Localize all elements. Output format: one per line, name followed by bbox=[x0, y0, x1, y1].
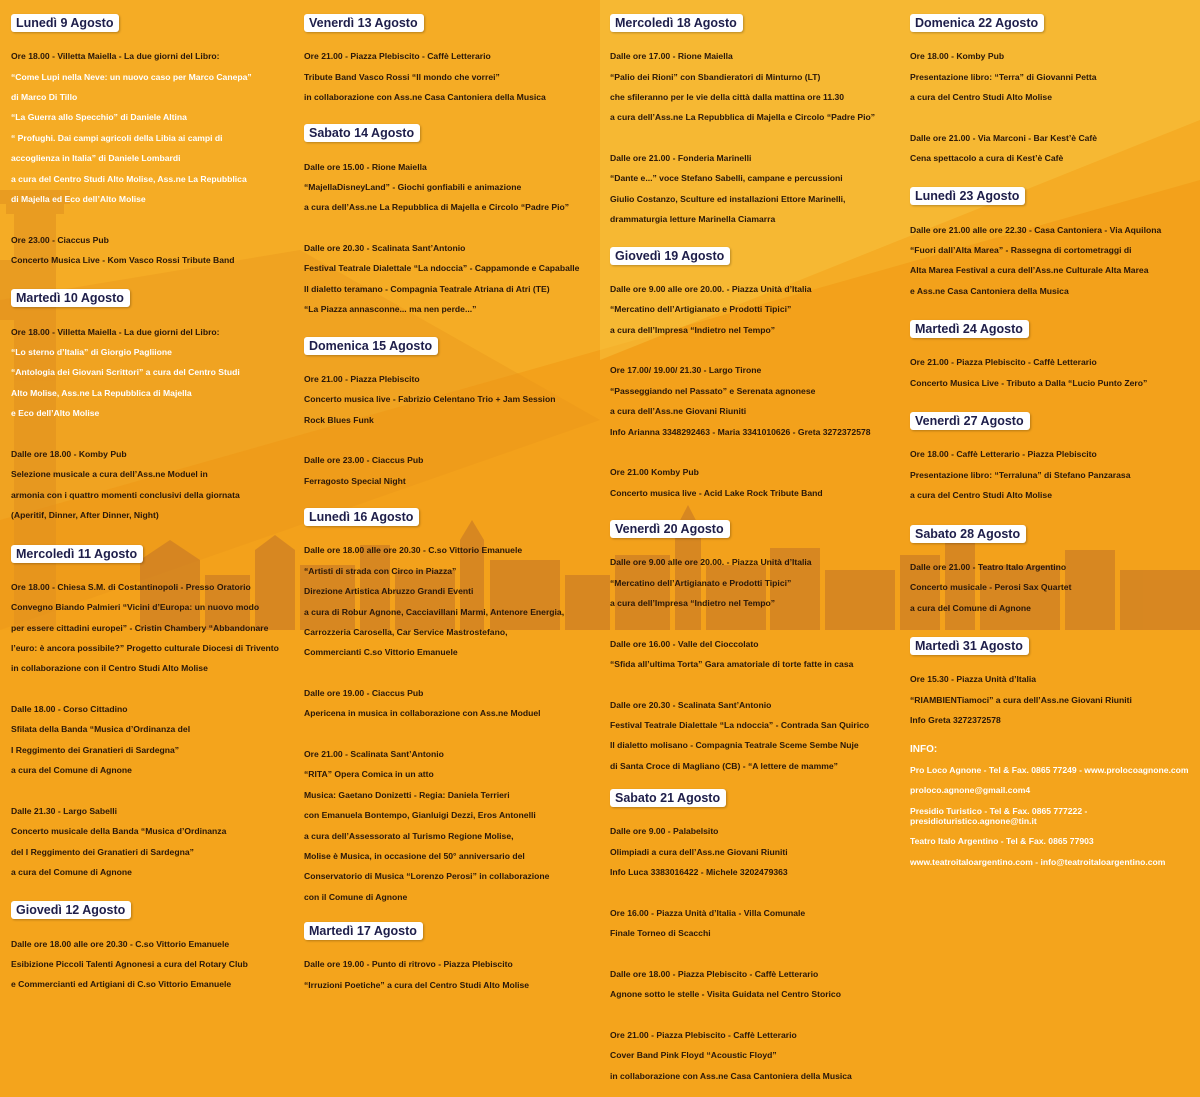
event: Ore 21.00 - Piazza Plebiscito - Caffè Letterario Tribute Band Vasco Rossi “Il mondo che vorrei” in collaborazione con Ass.ne Casa Cantoniera della Musica bbox=[304, 41, 594, 112]
event: Ore 17.00/ 19.00/ 21.30 - Largo Tirone “Passeggiando nel Passato” e Serenata agnonese a cura dell’Ass.ne Giovani Riuniti Info Arianna 3348292463 - Maria 3341010626 - Greta 3272372578 bbox=[610, 355, 900, 447]
event-time: Dalle ore 18.00 alle ore 20.30 - C.so Vittorio Emanuele bbox=[304, 545, 523, 556]
day-header: Giovedì 19 Agosto bbox=[610, 247, 730, 265]
event-time: Ore 18.00 - Villetta Maiella - La due giorni del Libro: bbox=[11, 51, 220, 62]
day-header: Martedì 10 Agosto bbox=[11, 289, 130, 307]
day-12-agosto bbox=[11, 901, 301, 999]
event-time: Dalle ore 19.00 - Punto di ritrovo - Piazza Plebiscito bbox=[304, 959, 513, 970]
event-time: Ore 17.00/ 19.00/ 21.30 - Largo Tirone bbox=[610, 365, 762, 376]
event-time: Dalle ore 21.00 - Fonderia Marinelli bbox=[610, 153, 752, 164]
event-time: Dalle ore 20.30 - Scalinata Sant’Antonio bbox=[304, 243, 466, 254]
event-time: Ore 21.00 - Piazza Plebiscito - Caffè Letterario bbox=[610, 1029, 797, 1040]
day-header: Giovedì 12 Agosto bbox=[11, 901, 131, 919]
info-title: INFO: bbox=[910, 743, 938, 755]
column-2 bbox=[304, 14, 594, 1006]
event: Ore 21.00 - Scalinata Sant’Antonio “RITA” Opera Comica in un atto Musica: Gaetano Donizetti - Regia: Daniela Terrieri con Emanuela Bontempo, Gianluigi Dezzi, Eros Antonelli a cura dell’Assessorato al Turismo Regione Molise, Molise è Musica, in occasione del 50° anniversario del Conservatorio di Musica “Lorenzo Perosi” in collaborazione con il Comune di Agnone bbox=[304, 739, 594, 912]
event-time: Dalle ore 18.00 - Piazza Plebiscito - Caffè Letterario bbox=[610, 968, 819, 979]
event-time: Ore 16.00 - Piazza Unità d’Italia - Villa Comunale bbox=[610, 907, 806, 918]
day-header: Sabato 14 Agosto bbox=[304, 124, 420, 142]
event: Dalle ore 21.00 - Fonderia Marinelli “Dante e...” voce Stefano Sabelli, campane e percussioni Giulio Costanzo, Sculture ed installazioni Ettore Marinelli, drammaturgia letture Marinella Ciamarra bbox=[610, 143, 900, 235]
event-time: Dalle ore 17.00 - Rione Maiella bbox=[610, 51, 733, 62]
event-time: Ore 23.00 - Ciaccus Pub bbox=[11, 234, 109, 245]
event: Dalle 18.00 - Corso Cittadino Sfilata della Banda “Musica d’Ordinanza del I Reggimento dei Granatieri di Sardegna” a cura del Comune di Agnone bbox=[11, 694, 301, 786]
event-time: Dalle ore 20.30 - Scalinata Sant’Antonio bbox=[610, 699, 772, 710]
day-11-agosto bbox=[11, 545, 301, 888]
event-time: Dalle ore 18.00 - Komby Pub bbox=[11, 448, 127, 459]
event: Ore 18.00 - Villetta Maiella - La due giorni del Libro: “Lo sterno d’Italia” di Giorgio Pagliione “Antologia dei Giovani Scrittori” a cura del Centro Studi Alto Molise, Ass.ne La Repubblica di Majella e Eco dell’Alto Molise bbox=[11, 316, 301, 428]
event-time: Dalle 18.00 - Corso Cittadino bbox=[11, 703, 128, 714]
event: Dalle ore 18.00 alle ore 20.30 - C.so Vittorio Emanuele “Artisti di strada con Circo in Piazza” Direzione Artistica Abruzzo Grandi Eventi a cura di Robur Agnone, Cacciavillani Marmi, Antenore Energia, Carrozzeria Carosella, Car Service Mastrostefano, Commercianti C.so Vittorio Emanuele bbox=[304, 535, 594, 668]
day-header: Mercoledì 11 Agosto bbox=[11, 545, 143, 563]
day-header: Mercoledì 18 Agosto bbox=[610, 14, 743, 32]
day-header: Venerdì 20 Agosto bbox=[610, 520, 730, 538]
day-header: Martedì 31 Agosto bbox=[910, 637, 1029, 655]
info-lines: Pro Loco Agnone - Tel & Fax. 0865 77249 - www.prolocoagnone.com proloco.agnone@gmail.com4 Presidio Turistico - Tel & Fax. 0865 777222 - presidioturistico.agnone@tin.it Teatro Italo Argentino - Tel & Fax. 0865 77903 www.teatroitaloargentino.com - info@teatroitaloargentino.com bbox=[910, 764, 1189, 867]
event: Dalle ore 18.00 alle ore 20.30 - C.so Vittorio Emanuele Esibizione Piccoli Talenti Agnonesi a cura del Rotary Club e Commercianti ed Artigiani di C.so Vittorio Emanuele bbox=[11, 928, 301, 999]
day-21-agosto bbox=[610, 789, 900, 1091]
day-header: Lunedì 9 Agosto bbox=[11, 14, 119, 32]
day-9-agosto bbox=[11, 14, 301, 275]
event: Dalle ore 17.00 - Rione Maiella “Palio dei Rioni” con Sbandieratori di Minturno (LT) che sfileranno per le vie della città dalla mattina ore 11.30 a cura dell’Ass.ne La Repubblica di Majella e Circolo “Padre Pio” bbox=[610, 41, 900, 133]
day-15-agosto bbox=[304, 337, 594, 496]
event-time: Ore 18.00 - Caffè Letterario - Piazza Plebiscito bbox=[910, 449, 1097, 460]
event: Ore 21.00 - Piazza Plebiscito Concerto musica live - Fabrizio Celentano Trio + Jam Session Rock Blues Funk bbox=[304, 364, 594, 435]
event-time: Dalle ore 19.00 - Ciaccus Pub bbox=[304, 687, 424, 698]
day-header: Lunedì 16 Agosto bbox=[304, 508, 419, 526]
day-22-agosto bbox=[910, 14, 1200, 173]
event: Dalle ore 20.30 - Scalinata Sant’Antonio Festival Teatrale Dialettale “La ndoccia” - Contrada San Quirico Il dialetto molisano - Compagnia Teatrale Sceme Sembe Nuje di Santa Croce di Magliano (CB) - “A lettere de mamme” bbox=[610, 689, 900, 781]
day-24-agosto bbox=[910, 320, 1200, 398]
event: Ore 21.00 Komby Pub Concerto musica live - Acid Lake Rock Tribute Band bbox=[610, 457, 900, 508]
column-3 bbox=[610, 14, 900, 1097]
day-31-agosto bbox=[910, 637, 1200, 735]
event: Ore 15.30 - Piazza Unità d’Italia “RIAMBIENTiamoci” a cura dell’Ass.ne Giovani Riuniti Info Greta 3272372578 bbox=[910, 664, 1200, 735]
event-time: Dalle 21.30 - Largo Sabelli bbox=[11, 805, 118, 816]
day-header: Venerdì 13 Agosto bbox=[304, 14, 424, 32]
day-17-agosto bbox=[304, 922, 594, 1000]
event: Dalle ore 20.30 - Scalinata Sant’Antonio Festival Teatrale Dialettale “La ndoccia” - Cappamonde e Capaballe Il dialetto teramano - Compagnia Teatrale Atriana di Atri (TE) “La Piazza annasconne... ma nen perde...” bbox=[304, 233, 594, 325]
info-box bbox=[910, 744, 1200, 877]
day-19-agosto bbox=[610, 247, 900, 508]
event-time: Ore 21.00 - Piazza Plebiscito bbox=[304, 373, 420, 384]
day-header: Sabato 28 Agosto bbox=[910, 525, 1026, 543]
event-time: Ore 21.00 Komby Pub bbox=[610, 467, 699, 478]
day-18-agosto bbox=[610, 14, 900, 235]
event: Dalle ore 21.00 alle ore 22.30 - Casa Cantoniera - Via Aquilona “Fuori dall’Alta Marea” - Rassegna di cortometraggi di Alta Marea Festival a cura dell’Ass.ne Culturale Alta Marea e Ass.ne Casa Cantoniera della Musica bbox=[910, 214, 1200, 306]
day-13-agosto bbox=[304, 14, 594, 112]
column-4 bbox=[910, 14, 1200, 877]
event: Ore 18.00 - Komby Pub Presentazione libro: “Terra” di Giovanni Petta a cura del Centro Studi Alto Molise bbox=[910, 41, 1200, 112]
day-header: Venerdì 27 Agosto bbox=[910, 412, 1030, 430]
event-time: Ore 18.00 - Villetta Maiella - La due giorni del Libro: bbox=[11, 326, 220, 337]
day-header: Domenica 15 Agosto bbox=[304, 337, 438, 355]
event: Dalle ore 15.00 - Rione Maiella “MajellaDisneyLand” - Giochi gonfiabili e animazione a cura dell’Ass.ne La Repubblica di Majella e Circolo “Padre Pio” bbox=[304, 151, 594, 222]
column-1 bbox=[11, 14, 301, 1006]
day-14-agosto bbox=[304, 124, 594, 324]
event-time: Ore 21.00 - Piazza Plebiscito - Caffè Letterario bbox=[910, 357, 1097, 368]
day-23-agosto bbox=[910, 187, 1200, 306]
event-time: Dalle ore 9.00 alle ore 20.00. - Piazza Unità d’Italia bbox=[610, 283, 812, 294]
event-time: Dalle ore 15.00 - Rione Maiella bbox=[304, 161, 427, 172]
day-header: Lunedì 23 Agosto bbox=[910, 187, 1025, 205]
day-header: Martedì 17 Agosto bbox=[304, 922, 423, 940]
day-header: Sabato 21 Agosto bbox=[610, 789, 726, 807]
day-20-agosto bbox=[610, 520, 900, 781]
event: Dalle ore 18.00 - Komby Pub Selezione musicale a cura dell’Ass.ne Moduel in armonia con i quattro momenti conclusivi della giornata (Aperitif, Dinner, After Dinner, Night) bbox=[11, 439, 301, 531]
day-28-agosto bbox=[910, 525, 1200, 623]
event-time: Ore 18.00 - Chiesa S.M. di Costantinopoli - Presso Oratorio bbox=[11, 581, 251, 592]
event: Dalle ore 23.00 - Ciaccus Pub Ferragosto Special Night bbox=[304, 445, 594, 496]
event-time: Dalle ore 21.00 - Via Marconi - Bar Kest’è Cafè bbox=[910, 132, 1098, 143]
event-time: Ore 15.30 - Piazza Unità d’Italia bbox=[910, 674, 1037, 685]
event: Ore 21.00 - Piazza Plebiscito - Caffè Letterario Concerto Musica Live - Tributo a Dalla “Lucio Punto Zero” bbox=[910, 347, 1200, 398]
event: Ore 21.00 - Piazza Plebiscito - Caffè Letterario Cover Band Pink Floyd “Acoustic Floyd” in collaborazione con Ass.ne Casa Cantoniera della Musica bbox=[610, 1020, 900, 1091]
day-27-agosto bbox=[910, 412, 1200, 510]
event: Dalle ore 9.00 - Palabelsito Olimpiadi a cura dell’Ass.ne Giovani Riuniti Info Luca 3383016422 - Michele 3202479363 bbox=[610, 816, 900, 887]
day-16-agosto bbox=[304, 508, 594, 912]
day-header: Domenica 22 Agosto bbox=[910, 14, 1044, 32]
event: Dalle 21.30 - Largo Sabelli Concerto musicale della Banda “Musica d’Ordinanza del I Reggimento dei Granatieri di Sardegna” a cura del Comune di Agnone bbox=[11, 796, 301, 888]
event-time: Ore 21.00 - Piazza Plebiscito - Caffè Letterario bbox=[304, 51, 491, 62]
event-time: Dalle ore 21.00 alle ore 22.30 - Casa Cantoniera - Via Aquilona bbox=[910, 224, 1162, 235]
event-time: Dalle ore 23.00 - Ciaccus Pub bbox=[304, 455, 424, 466]
event-time: Dalle ore 9.00 alle ore 20.00. - Piazza Unità d’Italia bbox=[610, 557, 812, 568]
event: Ore 23.00 - Ciaccus Pub Concerto Musica Live - Kom Vasco Rossi Tribute Band bbox=[11, 224, 301, 275]
event-time: Dalle ore 16.00 - Valle del Cioccolato bbox=[610, 638, 759, 649]
event: Dalle ore 21.00 - Via Marconi - Bar Kest’è Cafè Cena spettacolo a cura di Kest’è Cafè bbox=[910, 122, 1200, 173]
event: Dalle ore 19.00 - Ciaccus Pub Apericena in musica in collaborazione con Ass.ne Moduel bbox=[304, 678, 594, 729]
event: Ore 18.00 - Chiesa S.M. di Costantinopoli - Presso Oratorio Convegno Biando Palmieri “Vicini d’Europa: un nuovo modo per essere cittadini europei” - Cristin Chambery “Abbandonare l’euro: è ancora possibile?” Progetto culturale Diocesi di Trivento in collaborazione con il Centro Studi Alto Molise bbox=[11, 572, 301, 684]
event: Ore 18.00 - Villetta Maiella - La due giorni del Libro: “Come Lupi nella Neve: un nuovo caso per Marco Canepa” di Marco Di Tillo “La Guerra allo Specchio” di Daniele Altina “ Profughi. Dai campi agricoli della Libia ai campi di accoglienza in Italia” di Daniele Lombardi a cura del Centro Studi Alto Molise, Ass.ne La Repubblica di Majella ed Eco dell’Alto Molise bbox=[11, 41, 301, 214]
event: Ore 16.00 - Piazza Unità d’Italia - Villa Comunale Finale Torneo di Scacchi bbox=[610, 898, 900, 949]
event: Dalle ore 21.00 - Teatro Italo Argentino Concerto musicale - Perosi Sax Quartet a cura del Comune di Agnone bbox=[910, 552, 1200, 623]
event-time: Dalle ore 9.00 - Palabelsito bbox=[610, 826, 719, 837]
event: Dalle ore 16.00 - Valle del Cioccolato “Sfida all’ultima Torta” Gara amatoriale di torte fatte in casa bbox=[610, 628, 900, 679]
event-time: Dalle ore 18.00 alle ore 20.30 - C.so Vittorio Emanuele bbox=[11, 938, 230, 949]
day-10-agosto bbox=[11, 289, 301, 530]
event: Ore 18.00 - Caffè Letterario - Piazza Plebiscito Presentazione libro: “Terraluna” di Stefano Panzarasa a cura del Centro Studi Alto Molise bbox=[910, 439, 1200, 510]
event-time: Ore 18.00 - Komby Pub bbox=[910, 51, 1005, 62]
event: Dalle ore 9.00 alle ore 20.00. - Piazza Unità d’Italia “Mercatino dell’Artigianato e Prodotti Tipici” a cura dell’Impresa “Indietro nel Tempo” bbox=[610, 547, 900, 618]
day-header: Martedì 24 Agosto bbox=[910, 320, 1029, 338]
event: Dalle ore 9.00 alle ore 20.00. - Piazza Unità d’Italia “Mercatino dell’Artigianato e Prodotti Tipici” a cura dell’Impresa “Indietro nel Tempo” bbox=[610, 274, 900, 345]
event-time: Ore 21.00 - Scalinata Sant’Antonio bbox=[304, 748, 444, 759]
event: Dalle ore 18.00 - Piazza Plebiscito - Caffè Letterario Agnone sotto le stelle - Visita Guidata nel Centro Storico bbox=[610, 959, 900, 1010]
event: Dalle ore 19.00 - Punto di ritrovo - Piazza Plebiscito “Irruzioni Poetiche” a cura del Centro Studi Alto Molise bbox=[304, 949, 594, 1000]
event-time: Dalle ore 21.00 - Teatro Italo Argentino bbox=[910, 561, 1067, 572]
